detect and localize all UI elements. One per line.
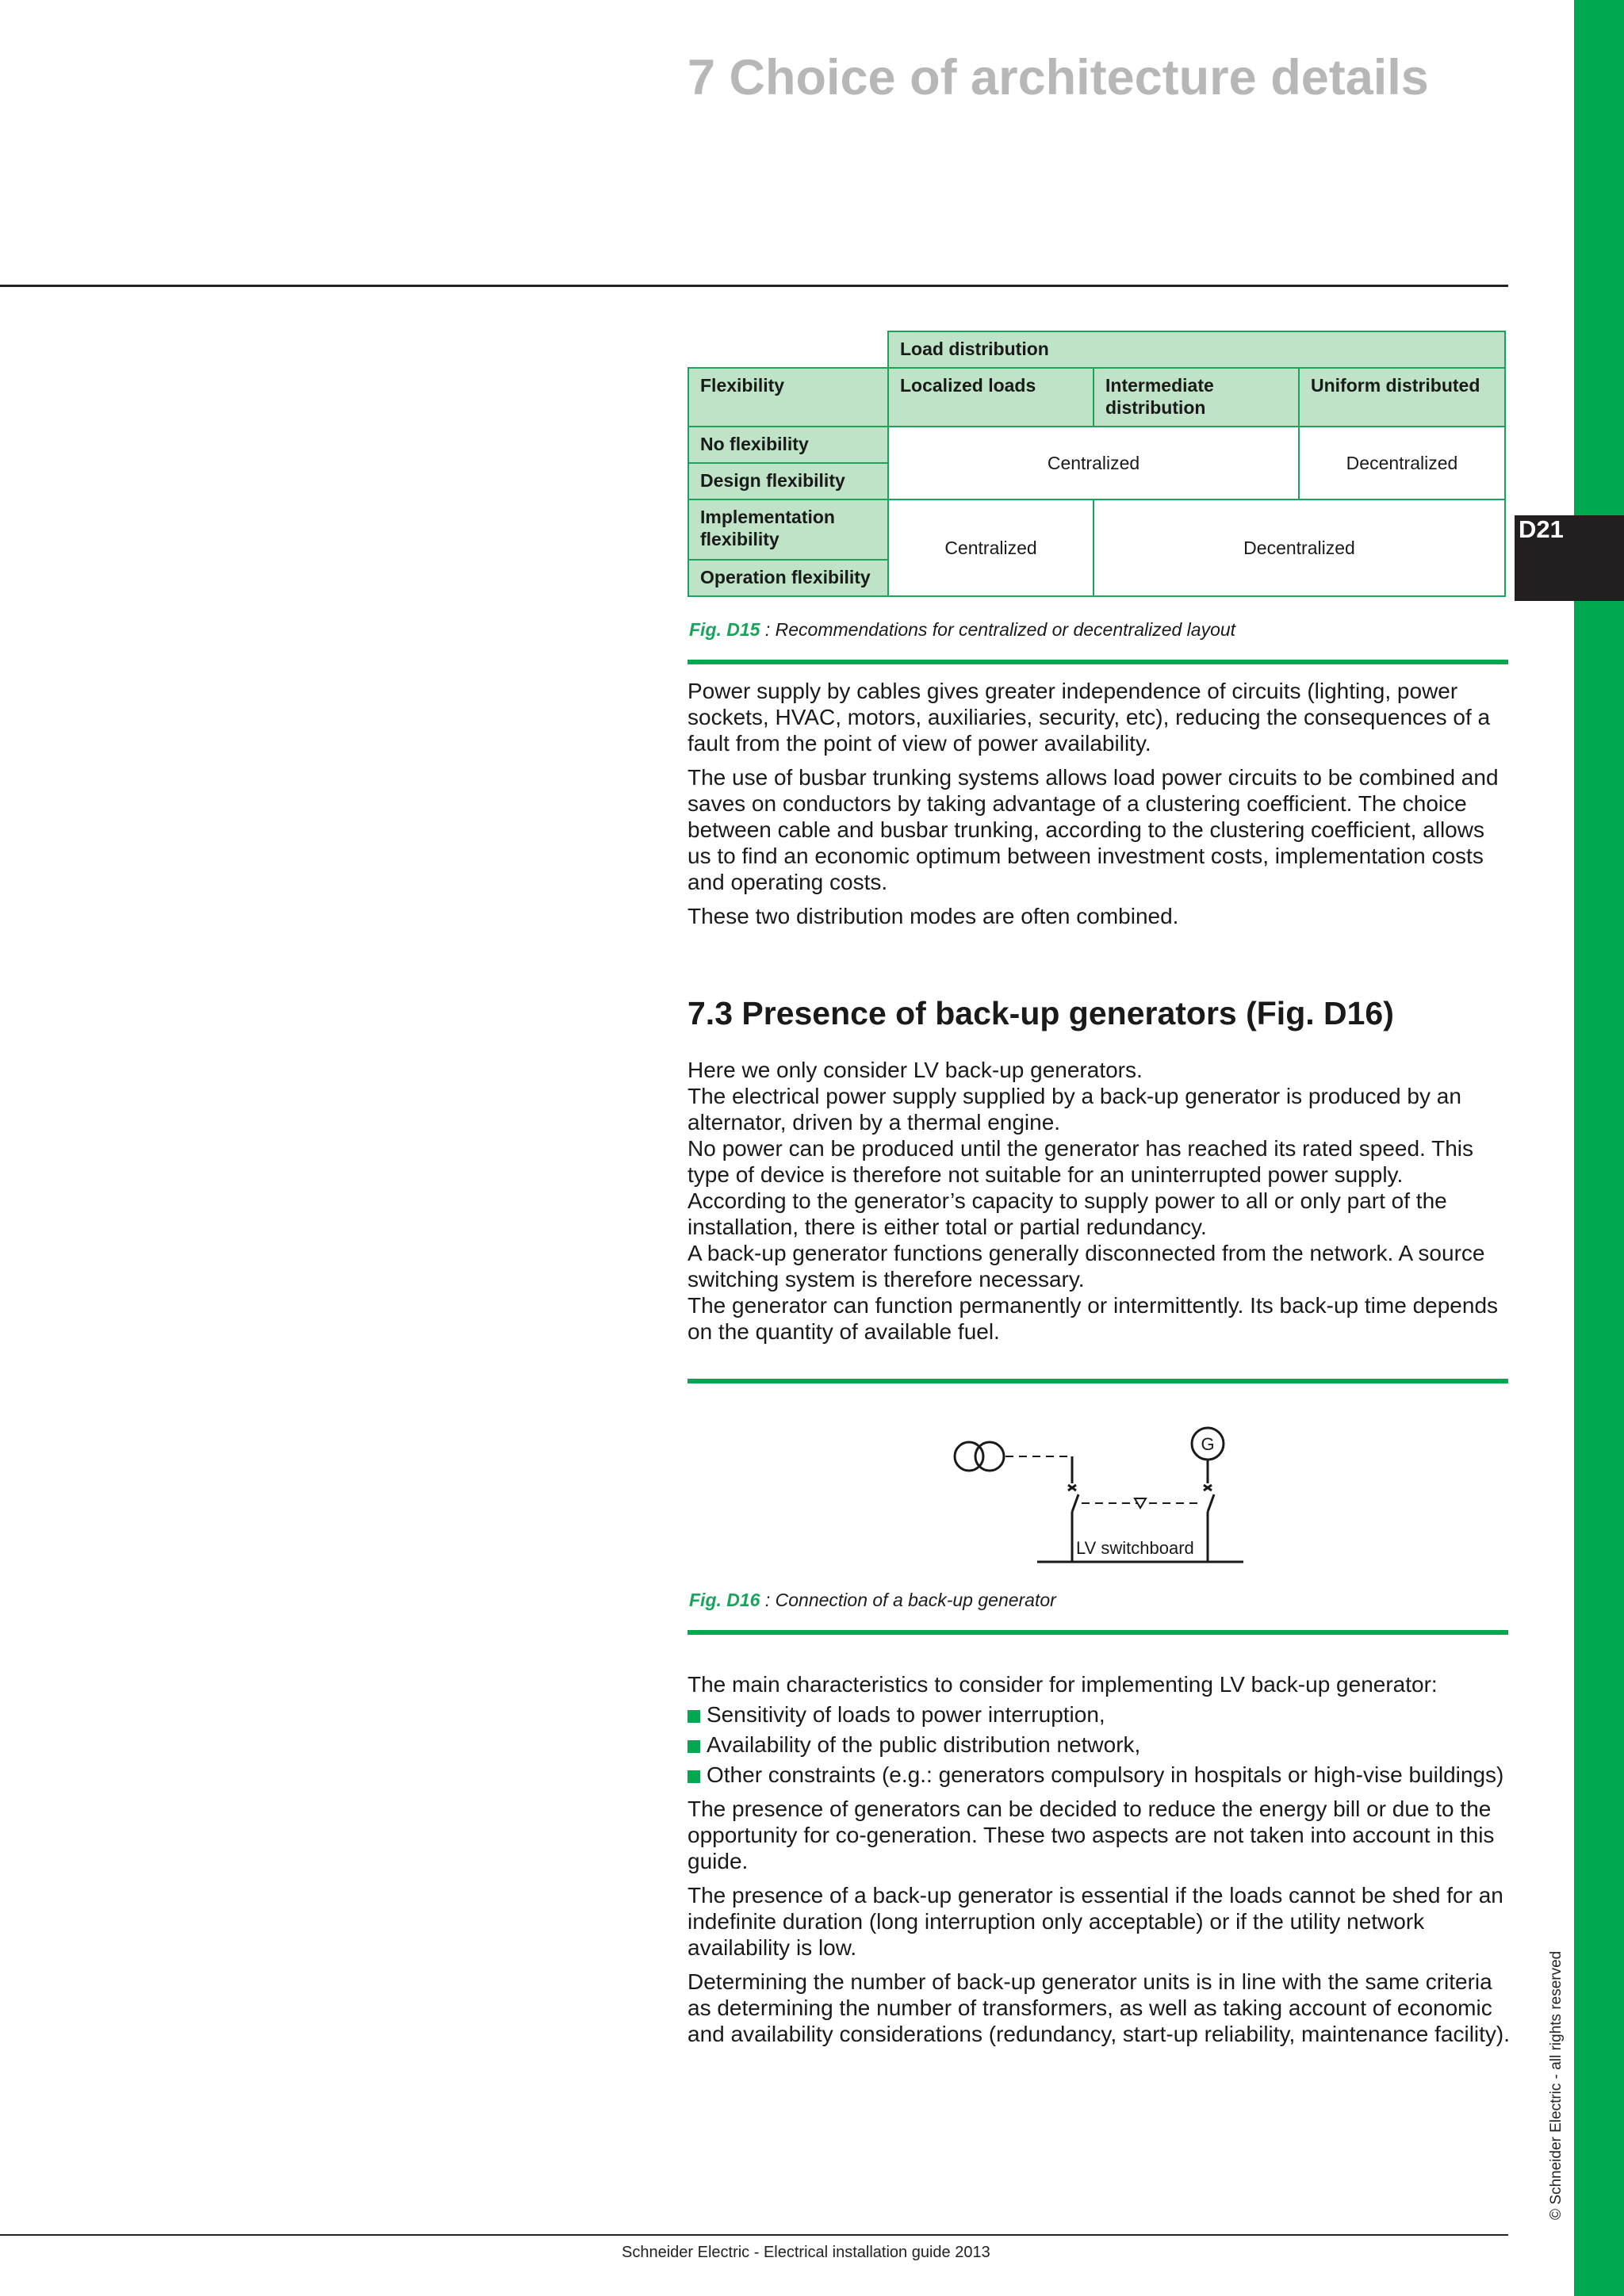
footer-divider <box>0 2234 1508 2236</box>
page-number-tab <box>1515 515 1624 601</box>
side-accent-bar <box>1574 0 1624 2296</box>
table-col-header: Intermediate distribution <box>1093 367 1300 427</box>
paragraph: Power supply by cables gives greater independence of circuits (lighting, power sockets, HVAC, motors, auxiliaries, security, etc), reducing the consequences of a fault from the point of view of power availability. <box>688 679 1491 756</box>
footer-text: Schneider Electric - Electrical installation guide 2013 <box>622 2244 990 2261</box>
paragraph: The generator can function permanently or intermittently. Its back-up time depends on the quantity of available fuel. <box>688 1293 1499 1344</box>
backup-generator-diagram <box>936 1415 1253 1566</box>
distribution-text <box>688 678 1512 937</box>
paragraph: The use of busbar trunking systems allows load power circuits to be combined and saves on conductors by taking advantage of a clustering coefficient. The choice between cable and busbar trunking, according to the clustering coefficient, allows us to find an economic optimum between investment costs, implementation costs and operating costs. <box>688 765 1499 894</box>
page-number: D21 <box>1519 515 1564 543</box>
paragraph: These two distribution modes are often combined. <box>688 904 1179 928</box>
list-item-text: Other constraints (e.g.: generators compulsory in hospitals or high-vise buildings) <box>707 1762 1504 1787</box>
list-item-text: Availability of the public distribution network, <box>707 1732 1141 1757</box>
list-item <box>688 1762 1512 1788</box>
table-cell-decentralized: Decentralized <box>1093 499 1506 597</box>
generator-text <box>688 1057 1512 1345</box>
table-cell-centralized: Centralized <box>887 499 1094 597</box>
characteristics-text <box>688 1671 1512 2055</box>
generator-icon <box>1192 1428 1224 1460</box>
list-item <box>688 1732 1512 1758</box>
paragraph: Here we only consider LV back-up generators. <box>688 1058 1143 1082</box>
breaker-icon <box>1204 1485 1214 1512</box>
bullet-square-icon <box>688 1770 700 1783</box>
breaker-icon <box>1068 1485 1078 1512</box>
table-row-label: No flexibility <box>688 426 889 464</box>
figure-label: Fig. D15 <box>689 619 760 640</box>
paragraph: The presence of a back-up generator is essential if the loads cannot be shed for an indefinite duration (long interruption only acceptable) or if the utility network availability is low. <box>688 1883 1503 1960</box>
paragraph: A back-up generator functions generally disconnected from the network. A source switching system is therefore necessary. <box>688 1241 1485 1292</box>
figure-text: : Recommendations for centralized or decentralized layout <box>760 619 1236 640</box>
figure-caption-d16 <box>689 1590 1056 1611</box>
copyright-notice: © Schneider Electric - all rights reserved <box>1548 1950 1565 2220</box>
bullet-square-icon <box>688 1740 700 1753</box>
paragraph: According to the generator’s capacity to supply power to all or only part of the installation, there is either total or partial redundancy. <box>688 1188 1447 1239</box>
table-row-label: Design flexibility <box>688 462 889 500</box>
figure-label: Fig. D16 <box>689 1590 760 1610</box>
figure-text: : Connection of a back-up generator <box>760 1590 1056 1610</box>
section-heading: 7.3 Presence of back-up generators (Fig. D16) <box>688 995 1394 1031</box>
transformer-icon <box>955 1442 1004 1471</box>
table-cell-centralized: Centralized <box>887 426 1300 500</box>
paragraph: Determining the number of back-up generator units is in line with the same criteria as determining the number of transformers, as well as taking account of economic and availability considerations (redundancy, start-up reliability, maintenance facility). <box>688 1969 1511 2046</box>
paragraph: The electrical power supply supplied by a back-up generator is produced by an alternator, driven by a thermal engine. <box>688 1084 1461 1135</box>
list-item-text: Sensitivity of loads to power interruption, <box>707 1702 1105 1727</box>
generator-label: G <box>1201 1434 1215 1454</box>
table-group-header: Load distribution <box>887 331 1506 369</box>
table-row-label: Implementation flexibility <box>688 499 889 561</box>
section-divider <box>688 1630 1508 1635</box>
table-col-header: Localized loads <box>887 367 1094 427</box>
section-divider <box>688 1379 1508 1383</box>
header-divider <box>0 285 1508 287</box>
figure-caption-d15 <box>689 619 1235 641</box>
chapter-title: 7 Choice of architecture details <box>688 50 1429 105</box>
table-col-header: Uniform distributed <box>1298 367 1506 427</box>
table-row-label: Operation flexibility <box>688 559 889 597</box>
section-divider <box>688 660 1508 664</box>
bullet-square-icon <box>688 1710 700 1723</box>
layout-recommendation-table <box>688 331 1506 597</box>
switchboard-label: LV switchboard <box>1076 1538 1194 1558</box>
list-item <box>688 1701 1512 1728</box>
paragraph: The main characteristics to consider for implementing LV back-up generator: <box>688 1672 1438 1697</box>
table-row-header: Flexibility <box>688 367 889 427</box>
paragraph: No power can be produced until the generator has reached its rated speed. This type of device is therefore not suitable for an uninterrupted power supply. <box>688 1136 1473 1187</box>
table-cell-decentralized: Decentralized <box>1298 426 1506 500</box>
paragraph: The presence of generators can be decided to reduce the energy bill or due to the opportunity for co-generation. These two aspects are not taken into account in this guide. <box>688 1797 1495 1873</box>
